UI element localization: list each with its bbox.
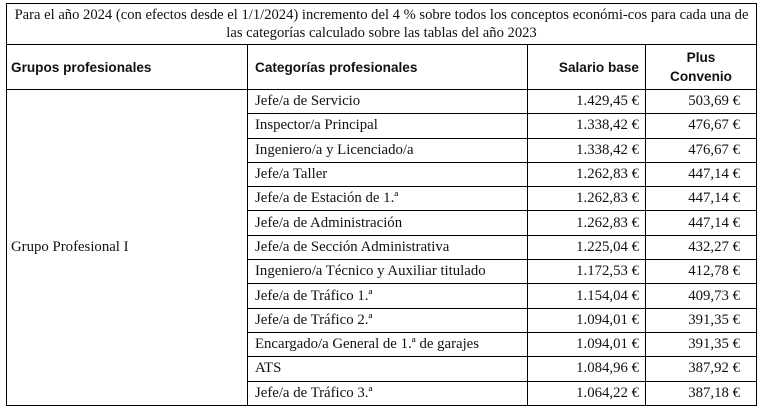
plus-cell: 387,92 € <box>646 357 757 381</box>
plus-cell: 391,35 € <box>646 308 757 332</box>
header-plus <box>646 45 757 90</box>
header-group: Grupos profesionales <box>7 45 248 90</box>
plus-cell: 447,14 € <box>646 187 757 211</box>
plus-cell: 391,35 € <box>646 332 757 356</box>
header-plus-line1: Plus <box>686 50 716 65</box>
salary-cell: 1.262,83 € <box>528 162 646 186</box>
category-cell: Ingeniero/a Técnico y Auxiliar titulado <box>248 260 528 284</box>
plus-cell: 432,27 € <box>646 235 757 259</box>
salary-table-container <box>6 3 756 406</box>
salary-cell: 1.172,53 € <box>528 260 646 284</box>
category-cell: ATS <box>248 357 528 381</box>
header-row <box>7 45 757 90</box>
category-cell: Jefe/a de Tráfico 3.ª <box>248 381 528 405</box>
salary-cell: 1.225,04 € <box>528 235 646 259</box>
header-plus-line2: Convenio <box>670 69 732 84</box>
plus-cell: 447,14 € <box>646 211 757 235</box>
salary-cell: 1.262,83 € <box>528 211 646 235</box>
header-salary: Salario base <box>528 45 646 90</box>
salary-cell: 1.094,01 € <box>528 308 646 332</box>
category-cell: Jefe/a de Administración <box>248 211 528 235</box>
salary-cell: 1.262,83 € <box>528 187 646 211</box>
group-cell: Grupo Profesional I <box>7 90 248 406</box>
category-cell: Jefe/a de Sección Administrativa <box>248 235 528 259</box>
category-cell: Jefe/a de Servicio <box>248 90 528 114</box>
plus-cell: 503,69 € <box>646 90 757 114</box>
category-cell: Jefe/a de Tráfico 2.ª <box>248 308 528 332</box>
salary-cell: 1.084,96 € <box>528 357 646 381</box>
plus-cell: 447,14 € <box>646 162 757 186</box>
category-cell: Jefe/a de Tráfico 1.ª <box>248 284 528 308</box>
category-cell: Inspector/a Principal <box>248 114 528 138</box>
table-body <box>7 90 757 406</box>
salary-cell: 1.094,01 € <box>528 332 646 356</box>
salary-cell: 1.429,45 € <box>528 90 646 114</box>
category-cell: Jefe/a Taller <box>248 162 528 186</box>
salary-cell: 1.064,22 € <box>528 381 646 405</box>
salary-cell: 1.154,04 € <box>528 284 646 308</box>
category-cell: Jefe/a de Estación de 1.ª <box>248 187 528 211</box>
table-row <box>7 90 757 114</box>
plus-cell: 476,67 € <box>646 138 757 162</box>
salary-cell: 1.338,42 € <box>528 138 646 162</box>
header-category: Categorías profesionales <box>248 45 528 90</box>
salary-table <box>6 3 757 406</box>
salary-cell: 1.338,42 € <box>528 114 646 138</box>
plus-cell: 409,73 € <box>646 284 757 308</box>
plus-cell: 476,67 € <box>646 114 757 138</box>
category-cell: Encargado/a General de 1.ª de garajes <box>248 332 528 356</box>
table-caption: Para el año 2024 (con efectos desde el 1/1/2024) incremento del 4 % sobre todos los conceptos económi-cos para cada una de las categorías calculado sobre las tablas del año 2023 <box>7 4 757 45</box>
category-cell: Ingeniero/a y Licenciado/a <box>248 138 528 162</box>
plus-cell: 412,78 € <box>646 260 757 284</box>
plus-cell: 387,18 € <box>646 381 757 405</box>
